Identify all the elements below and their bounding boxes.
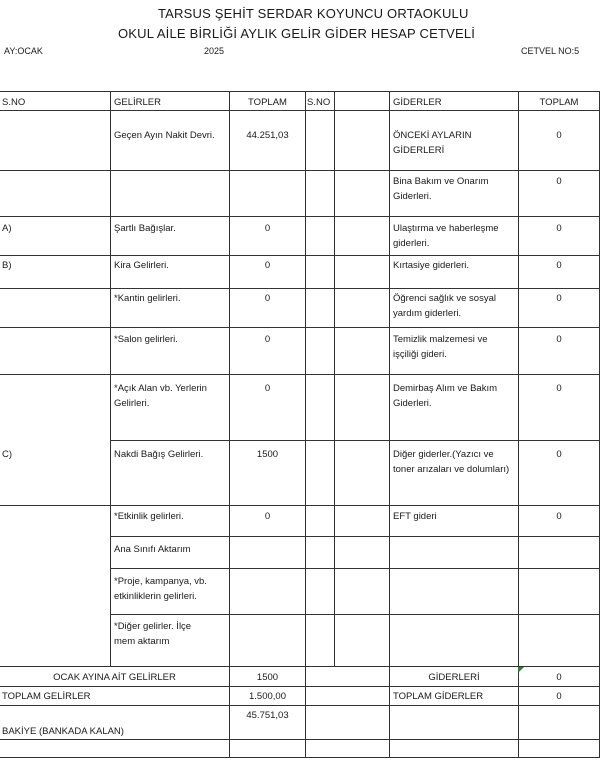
expense-total: 0 xyxy=(556,223,562,234)
month-expense-value: 0 xyxy=(556,672,562,683)
document-title: OKUL AİLE BİRLİĞİ AYLIK GELİR GİDER HESAP CETVELİ xyxy=(118,26,476,41)
expense-total: 0 xyxy=(556,334,562,345)
row-sno: B) xyxy=(2,260,12,271)
expense-label: EFT gideri xyxy=(393,511,437,522)
income-label: Kira Gelirleri. xyxy=(114,260,169,271)
month-expense-label: GİDERLERİ xyxy=(428,672,480,683)
col-total: TOPLAM xyxy=(248,97,287,108)
expense-total: 0 xyxy=(556,383,562,394)
income-label: *Diğer gelirler. İlçe mem aktarım xyxy=(114,621,192,647)
income-total: 44.251,03 xyxy=(246,130,289,141)
balance-label: BAKİYE (BANKADA KALAN) xyxy=(2,726,124,737)
col-sno2: S.NO xyxy=(307,97,331,108)
expense-total: 0 xyxy=(556,293,562,304)
total-income-label: TOPLAM GELİRLER xyxy=(2,691,91,702)
income-label: *Kantin gelirleri. xyxy=(114,293,181,304)
expense-total: 0 xyxy=(556,176,562,187)
income-label: Geçen Ayın Nakit Devri. xyxy=(114,130,215,141)
expense-label: Demirbaş Alım ve Bakım Giderleri. xyxy=(393,383,497,409)
income-total: 0 xyxy=(264,334,271,345)
row-sno: C) xyxy=(2,449,13,460)
income-total: 0 xyxy=(264,511,271,522)
balance-value: 45.751,03 xyxy=(246,710,289,721)
school-title: TARSUS ŞEHİT SERDAR KOYUNCU ORTAOKULU xyxy=(158,6,469,21)
income-label: *Açık Alan vb. Yerlerin Gelirleri. xyxy=(114,383,207,409)
income-label: *Etkinlik gelirleri. xyxy=(114,511,184,522)
expense-total: 0 xyxy=(556,260,562,271)
col-income: GELİRLER xyxy=(114,97,161,108)
income-label: Ana Sınıfı Aktarım xyxy=(114,544,191,555)
row-sno: A) xyxy=(2,223,12,234)
col-total2: TOPLAM xyxy=(539,97,579,108)
income-total: 0 xyxy=(264,293,271,304)
total-expense-value: 0 xyxy=(556,691,562,702)
month-income-value: 1500 xyxy=(256,672,279,683)
income-total: 0 xyxy=(264,260,271,271)
month-income-label: OCAK AYINA AİT GELİRLER xyxy=(53,672,176,683)
expense-total: 0 xyxy=(556,449,562,460)
table-number: CETVEL NO:5 xyxy=(521,46,580,56)
income-label: Nakdi Bağış Gelirleri. xyxy=(114,449,204,460)
expense-label: Ulaştırma ve haberleşme giderleri. xyxy=(393,223,499,249)
expense-label: Diğer giderler.(Yazıcı ve toner arızaları ve dolumları) xyxy=(393,449,510,475)
expense-total: 0 xyxy=(556,130,562,141)
expense-label: Temizlik malzemesi ve işçiliği gideri. xyxy=(393,334,488,360)
income-total: 0 xyxy=(264,223,271,234)
year-label: 2025 xyxy=(204,46,225,56)
expense-label: Öğrenci sağlık ve sosyal yardım giderleri. xyxy=(393,293,496,319)
expense-label: Bina Bakım ve Onarım Giderleri. xyxy=(393,176,489,202)
income-label: *Salon gelirleri. xyxy=(114,334,178,345)
income-total: 0 xyxy=(264,383,271,394)
expense-label: Kırtasiye giderleri. xyxy=(393,260,470,271)
expense-label: ÖNCEKİ AYLARIN GİDERLERİ xyxy=(393,130,472,156)
total-expense-label: TOPLAM GİDERLER xyxy=(393,691,484,702)
total-income-value: 1.500,00 xyxy=(249,691,286,702)
month-label: AY:OCAK xyxy=(4,46,43,56)
income-total: 1500 xyxy=(256,449,279,460)
income-label: Şartlı Bağışlar. xyxy=(114,223,176,234)
col-sno: S.NO xyxy=(2,97,26,108)
income-label: *Proje, kampanya, vb. etkinliklerin gelirleri. xyxy=(114,576,207,602)
expense-total: 0 xyxy=(556,511,562,522)
col-expense: GİDERLER xyxy=(393,97,442,108)
